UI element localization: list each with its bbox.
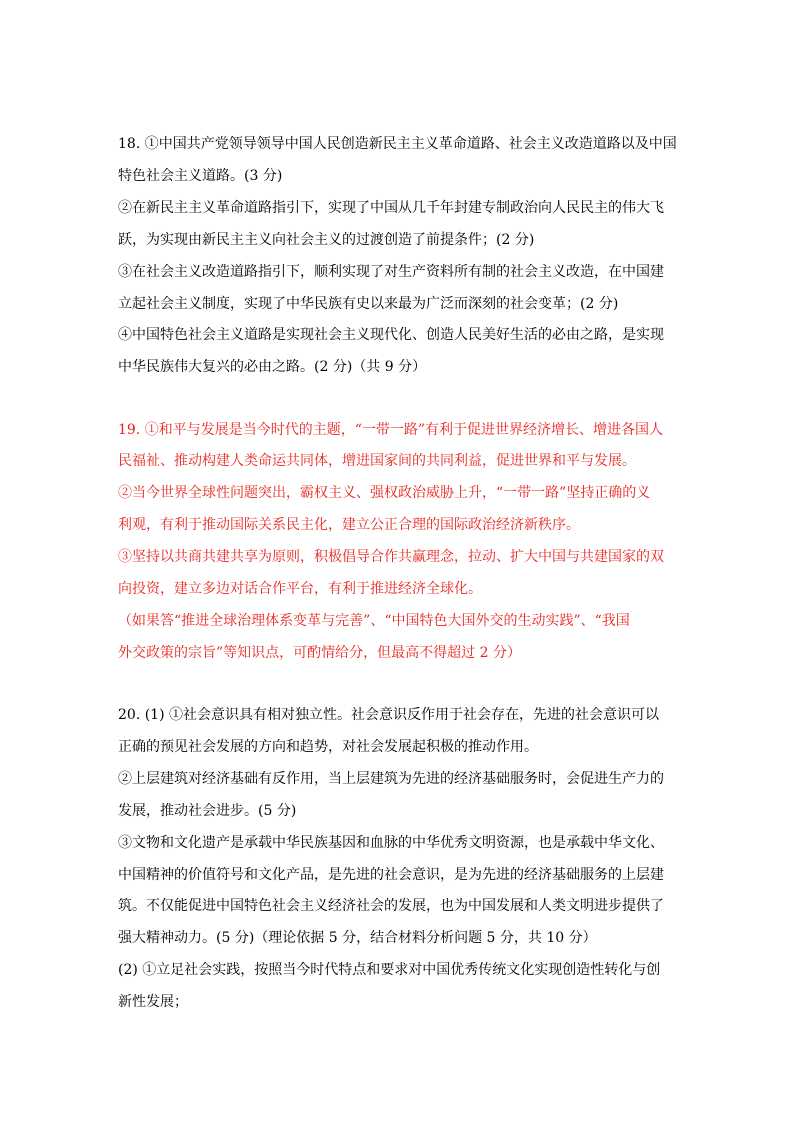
- answer-20-line: 强大精神动力。(5 分)（理论依据 5 分，结合材料分析问题 5 分，共 10 分）: [118, 930, 597, 946]
- answer-19-line: 外交政策的宗旨”等知识点，可酌情给分，但最高不得超过 2 分）: [118, 645, 521, 661]
- answer-19-line: 向投资，建立多边对话合作平台，有利于推进经济全球化。: [118, 581, 482, 597]
- answer-18-line: ②在新民主主义革命道路指引下，实现了中国从几千年封建专制政治向人民民主的伟大飞: [118, 200, 664, 216]
- answer-20-line: 发展，推动社会进步。(5 分): [118, 803, 297, 819]
- answer-19-line: 19. ①和平与发展是当今时代的主题，“一带一路”有利于促进世界经济增长、增进各国人: [118, 422, 664, 438]
- answer-20-line: 中国精神的价值符号和文化产品，是先进的社会意识，是为先进的经济基础服务的上层建: [118, 867, 664, 883]
- answer-18-line: ④中国特色社会主义道路是实现社会主义现代化、创造人民美好生活的必由之路，是实现: [118, 327, 664, 343]
- answer-18-line: ③在社会主义改造道路指引下，顺利实现了对生产资料所有制的社会主义改造，在中国建: [118, 264, 664, 280]
- answer-19-line: 民福祉、推动构建人类命运共同体，增进国家间的共同利益，促进世界和平与发展。: [118, 453, 636, 469]
- answer-20-line: 新性发展；: [118, 994, 188, 1010]
- answer-19-line: （如果答“推进全球治理体系变革与完善”、“中国特色大国外交的生动实践”、“我国: [118, 613, 630, 629]
- answer-20-line: (2) ①立足社会实践，按照当今时代特点和要求对中国优秀传统文化实现创造性转化与创: [118, 962, 661, 978]
- answer-18-line: 跃，为实现由新民主主义向社会主义的过渡创造了前提条件；(2 分): [118, 232, 535, 248]
- answer-19-line: ③坚持以共商共建共享为原则，积极倡导合作共赢理念，拉动、扩大中国与共建国家的双: [118, 549, 664, 565]
- answer-20-line: 正确的预见社会发展的方向和趋势，对社会发展起积极的推动作用。: [118, 739, 538, 755]
- answer-18-line: 18. ①中国共产党领导领导中国人民创造新民主主义革命道路、社会主义改造道路以及中国: [118, 136, 677, 152]
- answer-18-line: 特色社会主义道路。(3 分): [118, 168, 283, 184]
- answer-20-line: 筑。不仅能促进中国特色社会主义经济社会的发展，也为中国发展和人类文明进步提供了: [118, 898, 664, 914]
- answer-18-line: 立起社会主义制度，实现了中华民族有史以来最为广泛而深刻的社会变革；(2 分): [118, 296, 619, 312]
- answer-20-line: ②上层建筑对经济基础有反作用，当上层建筑为先进的经济基础服务时，会促进生产力的: [118, 771, 664, 787]
- answer-20-line: ③文物和文化遗产是承载中华民族基因和血脉的中华优秀文明资源，也是承载中华文化、: [118, 835, 664, 851]
- answer-20-line: 20. (1) ①社会意识具有相对独立性。社会意识反作用于社会存在，先进的社会意识可以: [118, 707, 659, 723]
- answer-19-line: 利观，有利于推动国际关系民主化，建立公正合理的国际政治经济新秩序。: [118, 517, 580, 533]
- answer-19-line: ②当今世界全球性问题突出，霸权主义、强权政治威胁上升，“一带一路”坚持正确的义: [118, 485, 651, 501]
- answer-18-line: 中华民族伟大复兴的必由之路。(2 分)（共 9 分）: [118, 359, 427, 375]
